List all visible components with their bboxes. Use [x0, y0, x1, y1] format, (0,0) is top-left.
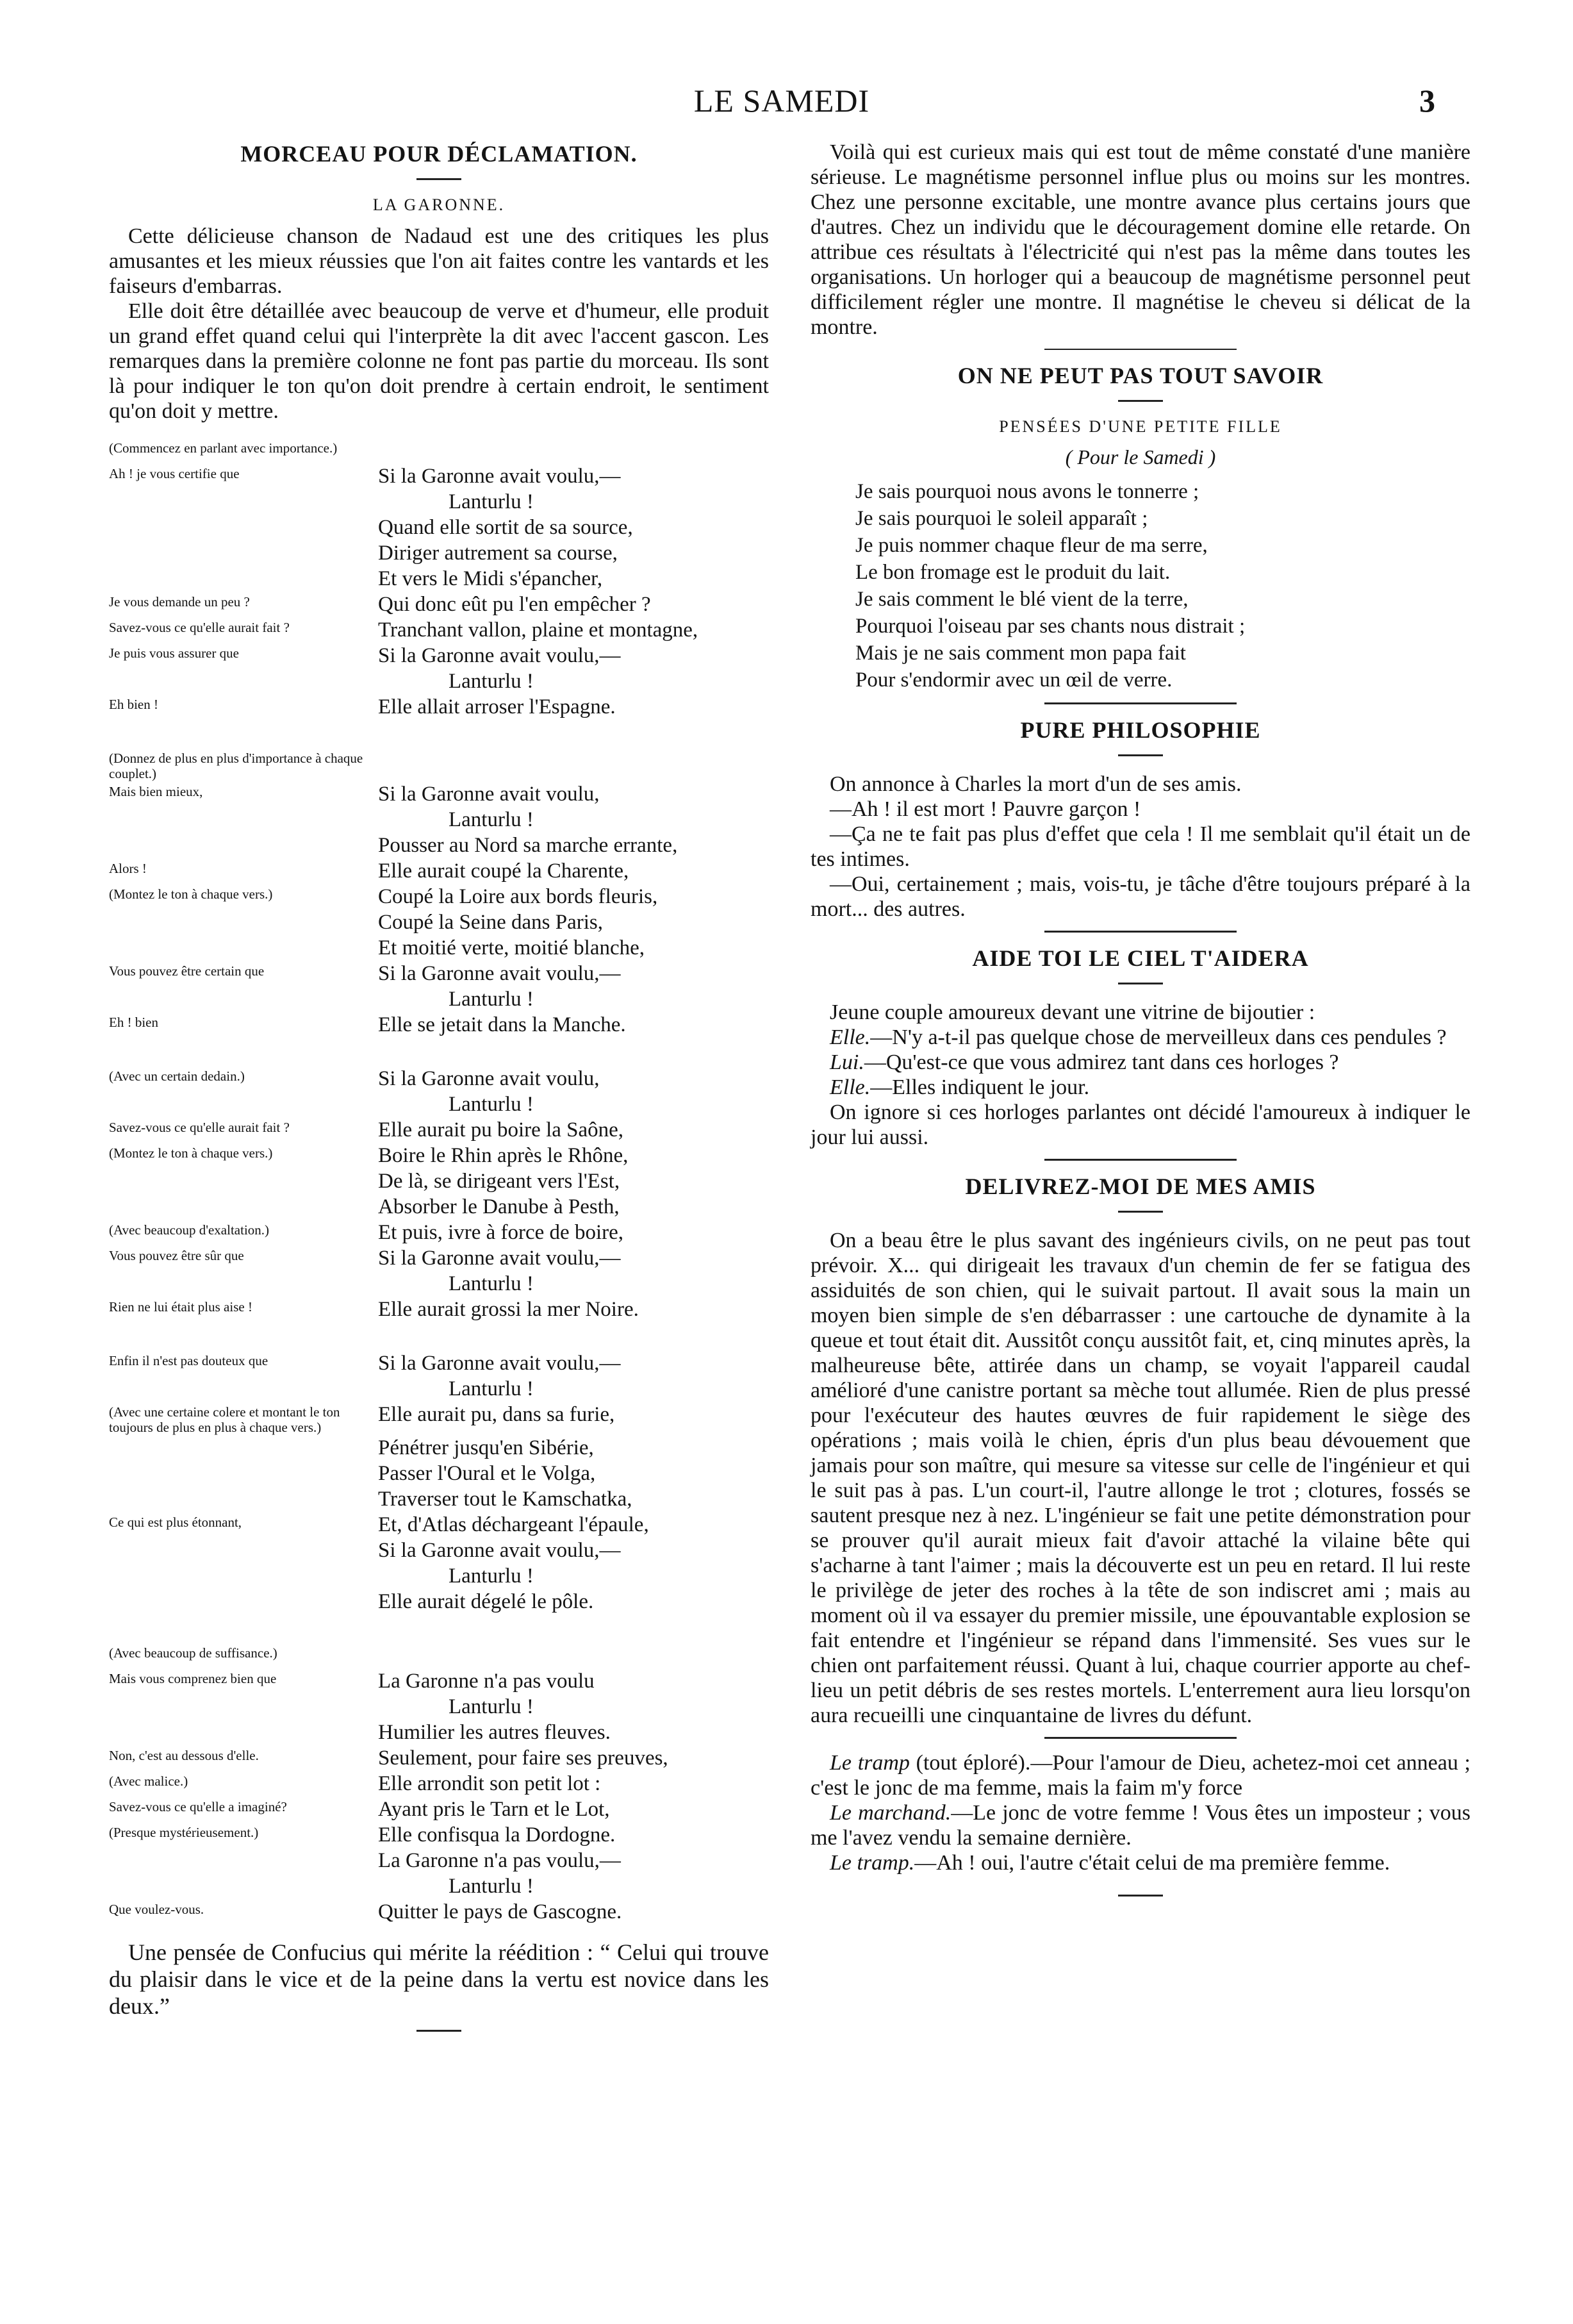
- verse-text: De là, se dirigeant vers l'Est,: [378, 1170, 620, 1193]
- verse-text: Tranchant vallon, plaine et montagne,: [378, 618, 698, 642]
- verse-text: Si la Garonne avait voulu,: [378, 783, 600, 806]
- stage-direction: [109, 1538, 378, 1563]
- verse-text: Lanturlu !: [449, 1272, 534, 1295]
- poem-line: [109, 1589, 769, 1614]
- poem-line: [109, 617, 769, 643]
- stage-direction: (Avec un certain dedain.): [109, 1068, 245, 1084]
- verse-text: Lanturlu !: [449, 490, 534, 513]
- stage-direction: (Presque mystérieusement.): [109, 1825, 259, 1840]
- verse-text: Et vers le Midi s'épancher,: [378, 567, 603, 590]
- stage-direction: Je vous demande un peu ?: [109, 594, 250, 610]
- stage-direction: [109, 1873, 378, 1899]
- poem-line: [109, 668, 769, 694]
- right-column: [811, 140, 1470, 1912]
- left-column: [109, 140, 769, 2047]
- divider: [1118, 1211, 1163, 1213]
- speaker: Le tramp: [830, 1751, 910, 1775]
- stage-direction: [109, 986, 378, 1012]
- dialogue-line: [811, 1800, 1470, 1850]
- verse-text: Quitter le pays de Gascogne.: [378, 1900, 622, 1923]
- section-byline: ( Pour le Samedi ): [1065, 445, 1216, 469]
- verse-text: Lanturlu !: [449, 670, 534, 693]
- verse-text: Pousser au Nord sa marche errante,: [378, 834, 678, 857]
- verse-text: Elle arrondit son petit lot :: [378, 1772, 601, 1795]
- stage-direction: [109, 489, 378, 515]
- verse-line: Pour s'endormir avec un œil de verre.: [855, 668, 1173, 692]
- watch-paragraph: Voilà qui est curieux mais qui est tout de même constaté d'une manière sérieuse. Le magnétisme personnel influe plus ou moins sur les montres. Chez une personne excitable, une montre avance plus certains jours que d'autres. Chez un individu que le découragement domine elle retarde. On attribue ces résultats à l'électricité qui n'est pas la même dans toutes les organisations. Un horloger qui a beaucoup de magnétisme personnel peut difficilement régler une montre. Il magnétise le cheveu si délicat de la montre.: [811, 140, 1470, 339]
- stage-direction: (Avec malice.): [109, 1773, 188, 1789]
- divider: [416, 178, 461, 180]
- poem-line: [109, 489, 769, 515]
- stage-direction: [109, 935, 378, 961]
- stage-direction: Savez-vous ce qu'elle aurait fait ?: [109, 1120, 290, 1135]
- verse-text: Elle aurait pu, dans sa furie,: [378, 1403, 615, 1426]
- stage-direction: [109, 1694, 378, 1720]
- stage-direction: Vous pouvez être certain que: [109, 963, 265, 979]
- dialogue-text: —Elles indiquent le jour.: [870, 1075, 1090, 1099]
- speaker: Elle.: [830, 1075, 871, 1099]
- divider: [1118, 983, 1163, 984]
- poem: [109, 438, 769, 1925]
- dialogue-line: [811, 1850, 1470, 1875]
- poem-line: [109, 1297, 769, 1322]
- verse-text: Si la Garonne avait voulu,—: [378, 465, 621, 488]
- verse-text: La Garonne n'a pas voulu: [378, 1670, 595, 1693]
- running-title: LE SAMEDI: [693, 83, 870, 119]
- stage-direction: [109, 1271, 378, 1297]
- divider: [1118, 754, 1163, 756]
- stage-direction: Eh bien !: [109, 697, 158, 712]
- stage-direction: Enfin il n'est pas douteux que: [109, 1353, 268, 1368]
- stage-direction: [109, 1589, 378, 1614]
- poem-line: [109, 1168, 769, 1194]
- verse-text: Ayant pris le Tarn et le Lot,: [378, 1798, 610, 1821]
- section-title: DELIVREZ-MOI DE MES AMIS: [965, 1174, 1316, 1199]
- dialogue-text: —Ah ! oui, l'autre c'était celui de ma première femme.: [914, 1851, 1390, 1875]
- page-header: [0, 0, 1573, 122]
- verse-text: Elle se jetait dans la Manche.: [378, 1013, 626, 1036]
- poem-line: [109, 781, 769, 807]
- verse-text: Diriger autrement sa course,: [378, 542, 618, 565]
- poem-line: [109, 1873, 769, 1899]
- poem-line: [109, 1117, 769, 1143]
- paragraph: —Oui, certainement ; mais, vois-tu, je tâche d'être toujours préparé à la mort... des autres.: [811, 872, 1470, 921]
- verse-text: Traverser tout le Kamschatka,: [378, 1488, 632, 1511]
- poem-line: [109, 1435, 769, 1461]
- stage-direction: [109, 566, 378, 592]
- divider: [1044, 1737, 1237, 1739]
- divider: [1118, 400, 1163, 402]
- poem-line: [109, 643, 769, 668]
- verse-text: La Garonne n'a pas voulu,—: [378, 1849, 621, 1872]
- left-subtitle: LA GARONNE.: [372, 195, 506, 214]
- stage-direction: [109, 833, 378, 858]
- stage-direction: [109, 1091, 378, 1117]
- stage-direction: Rien ne lui était plus aise !: [109, 1299, 252, 1315]
- stage-direction: [109, 1461, 378, 1486]
- verse-text: Elle aurait coupé la Charente,: [378, 859, 629, 883]
- stage-direction: [109, 1563, 378, 1589]
- verse-text: Elle allait arroser l'Espagne.: [378, 695, 616, 718]
- poem-line: [109, 1643, 769, 1668]
- page-number: 3: [1419, 83, 1435, 119]
- verse-text: Lanturlu !: [449, 1695, 534, 1718]
- verse-text: Passer l'Oural et le Volga,: [378, 1462, 596, 1485]
- stage-direction: Non, c'est au dessous d'elle.: [109, 1748, 259, 1763]
- dialogue-text: —N'y a-t-il pas quelque chose de merveilleux dans ces pendules ?: [870, 1025, 1447, 1049]
- verse-line: Mais je ne sais comment mon papa fait: [855, 642, 1186, 665]
- verse: [811, 478, 1470, 693]
- verse-text: Lanturlu !: [449, 808, 534, 831]
- poem-line: [109, 1822, 769, 1848]
- stage-direction: (Montez le ton à chaque vers.): [109, 886, 273, 902]
- dialogue-text: —Le jonc de votre femme ! Vous êtes un imposteur ; vous me l'avez vendu la semaine dernière.: [811, 1801, 1470, 1850]
- stage-direction: Vous pouvez être sûr que: [109, 1248, 244, 1263]
- stage-direction: [109, 515, 378, 540]
- stage-direction: Savez-vous ce qu'elle a imaginé?: [109, 1799, 287, 1814]
- poem-line: [109, 1402, 769, 1435]
- stage-direction: [109, 668, 378, 694]
- verse-text: Si la Garonne avait voulu,—: [378, 1352, 621, 1375]
- stage-direction: Mais vous comprenez bien que: [109, 1671, 277, 1686]
- section-subtitle: PENSÉES D'UNE PETITE FILLE: [999, 417, 1282, 436]
- poem-line: [109, 1720, 769, 1745]
- intro-paragraph: Cette délicieuse chanson de Nadaud est une des critiques les plus amusantes et les mieux réussies que l'on ait faites contre les vantards et les faiseurs d'embarras.: [109, 224, 769, 298]
- verse-text: Elle aurait pu boire la Saône,: [378, 1118, 624, 1141]
- poem-line: [109, 1797, 769, 1822]
- stage-direction: [109, 909, 378, 935]
- verse-text: Qui donc eût pu l'en empêcher ?: [378, 593, 651, 616]
- verse-text: Lanturlu !: [449, 1875, 534, 1898]
- verse-text: Elle confisqua la Dordogne.: [378, 1823, 616, 1847]
- stage-direction: Je puis vous assurer que: [109, 645, 239, 661]
- verse-text: Lanturlu !: [449, 1377, 534, 1400]
- confucius-quote: Une pensée de Confucius qui mérite la réédition : “ Celui qui trouve du plaisir dans le vice et de la peine dans la vertu est novice dans les deux.”: [109, 1939, 769, 2019]
- stage-direction: [109, 1848, 378, 1873]
- poem-line: [109, 748, 769, 781]
- stage-direction: Alors !: [109, 861, 147, 876]
- verse-text: Si la Garonne avait voulu,—: [378, 644, 621, 667]
- poem-line: [109, 1899, 769, 1925]
- divider: [1044, 1159, 1237, 1161]
- poem-line: [109, 858, 769, 884]
- poem-line: [109, 540, 769, 566]
- poem-line: [109, 1012, 769, 1038]
- verse-text: Lanturlu !: [449, 1565, 534, 1588]
- stage-direction: (Montez le ton à chaque vers.): [109, 1145, 273, 1161]
- speaker: Le marchand.: [830, 1801, 951, 1825]
- poem-line: [109, 935, 769, 961]
- stage-direction: (Avec beaucoup d'exaltation.): [109, 1222, 270, 1238]
- poem-line: [109, 1143, 769, 1168]
- verse-text: Et puis, ivre à force de boire,: [378, 1221, 624, 1244]
- stage-direction: [109, 1435, 378, 1461]
- poem-line: [109, 1486, 769, 1512]
- poem-line: [109, 1668, 769, 1694]
- poem-line: [109, 1245, 769, 1271]
- dialogue-text: (tout éploré).—Pour l'amour de Dieu, achetez-moi cet anneau ; c'est le jonc de ma femme, mais la faim m'y force: [811, 1751, 1471, 1800]
- verse-line: Je sais pourquoi le soleil apparaît ;: [855, 507, 1148, 530]
- verse-text: Elle aurait dégelé le pôle.: [378, 1590, 594, 1613]
- verse-line: Le bon fromage est le produit du lait.: [855, 561, 1171, 584]
- poem-line: [109, 592, 769, 617]
- poem-line: [109, 884, 769, 909]
- stage-direction: (Commencez en parlant avec importance.): [109, 440, 338, 456]
- poem-line: [109, 1194, 769, 1220]
- verse-text: Et moitié verte, moitié blanche,: [378, 936, 645, 959]
- verse-text: Lanturlu !: [449, 1093, 534, 1116]
- speaker: Le tramp.: [830, 1851, 915, 1875]
- poem-line: [109, 961, 769, 986]
- speaker: Lui.: [830, 1050, 864, 1074]
- left-title: MORCEAU POUR DÉCLAMATION.: [240, 141, 638, 167]
- stage-direction: [109, 1376, 378, 1402]
- poem-line: [109, 1745, 769, 1771]
- verse-text: Si la Garonne avait voulu,—: [378, 962, 621, 985]
- intro-paragraph: Elle doit être détaillée avec beaucoup de verve et d'humeur, elle produit un grand effet quand celui qui l'interprète la dit avec l'accent gascon. Les remarques dans la première colonne ne font pas partie du morceau. Ils sont là pour indiquer le ton qu'on doit prendre à certain endroit, le sentiment qu'on doit y mettre.: [109, 299, 769, 423]
- verse-text: Coupé la Loire aux bords fleuris,: [378, 885, 658, 908]
- stage-direction: Savez-vous ce qu'elle aurait fait ?: [109, 620, 290, 635]
- divider: [1044, 702, 1237, 704]
- poem-line: [109, 438, 769, 463]
- stage-direction: (Donnez de plus en plus d'importance à chaque couplet.): [109, 751, 363, 781]
- poem-line: [109, 1271, 769, 1297]
- verse-text: Quand elle sortit de sa source,: [378, 516, 633, 539]
- dialogue-line: [811, 1050, 1470, 1075]
- poem-line: [109, 807, 769, 833]
- stage-direction: [109, 1168, 378, 1194]
- poem-line: [109, 986, 769, 1012]
- paragraph: —Ça ne te fait pas plus d'effet que cela ! Il me semblait qu'il était un de tes intimes.: [811, 822, 1470, 871]
- dialogue-line: [811, 1025, 1470, 1050]
- divider: [416, 2030, 461, 2032]
- divider: [1118, 1895, 1163, 1897]
- verse-line: Je sais comment le blé vient de la terre,: [855, 588, 1189, 611]
- paragraph: —Ah ! il est mort ! Pauvre garçon !: [830, 797, 1141, 821]
- poem-line: [109, 1220, 769, 1245]
- section-title: ON NE PEUT PAS TOUT SAVOIR: [957, 363, 1324, 388]
- poem-line: [109, 1091, 769, 1117]
- stage-direction: Eh ! bien: [109, 1015, 158, 1030]
- verse-text: Elle aurait grossi la mer Noire.: [378, 1298, 639, 1321]
- paragraph: On ignore si ces horloges parlantes ont décidé l'amoureux à indiquer le jour lui aussi.: [811, 1100, 1470, 1149]
- stage-direction: [109, 1720, 378, 1745]
- poem-line: [109, 909, 769, 935]
- verse-text: Si la Garonne avait voulu,—: [378, 1539, 621, 1562]
- stage-direction: [109, 1486, 378, 1512]
- stage-direction: [109, 1194, 378, 1220]
- stage-direction: Que voulez-vous.: [109, 1902, 204, 1917]
- poem-line: [109, 694, 769, 720]
- divider: [1044, 931, 1237, 933]
- poem-line: [109, 1066, 769, 1091]
- poem-line: [109, 1694, 769, 1720]
- verse-text: Pénétrer jusqu'en Sibérie,: [378, 1436, 594, 1459]
- poem-line: [109, 463, 769, 489]
- verse-text: Boire le Rhin après le Rhône,: [378, 1144, 629, 1167]
- verse-text: Absorber le Danube à Pesth,: [378, 1195, 620, 1218]
- verse-text: Humilier les autres fleuves.: [378, 1721, 611, 1744]
- stage-direction: Mais bien mieux,: [109, 784, 203, 799]
- section-title: PURE PHILOSOPHIE: [1020, 717, 1261, 743]
- poem-line: [109, 1376, 769, 1402]
- poem-line: [109, 566, 769, 592]
- dialogue-line: [811, 1075, 1470, 1100]
- verse-text: Seulement, pour faire ses preuves,: [378, 1747, 668, 1770]
- poem-line: [109, 1461, 769, 1486]
- stage-direction: [109, 807, 378, 833]
- verse-line: Je puis nommer chaque fleur de ma serre,: [855, 534, 1208, 557]
- paragraph: On annonce à Charles la mort d'un de ses amis.: [830, 772, 1242, 796]
- poem-line: [109, 833, 769, 858]
- poem-line: [109, 1848, 769, 1873]
- stage-direction: (Avec une certaine colere et montant le ton toujours de plus en plus à chaque vers.): [109, 1404, 340, 1435]
- verse-line: Je sais pourquoi nous avons le tonnerre ;: [855, 480, 1199, 503]
- stage-direction: [109, 540, 378, 566]
- section-title: AIDE TOI LE CIEL T'AIDERA: [972, 945, 1309, 971]
- divider: [1044, 349, 1237, 350]
- poem-line: [109, 1512, 769, 1538]
- poem-line: [109, 515, 769, 540]
- verse-text: Et, d'Atlas déchargeant l'épaule,: [378, 1513, 649, 1536]
- stage-direction: Ce qui est plus étonnant,: [109, 1515, 242, 1530]
- stage-direction: Ah ! je vous certifie que: [109, 466, 240, 481]
- verse-text: Lanturlu !: [449, 988, 534, 1011]
- anecdote-paragraph: On a beau être le plus savant des ingénieurs civils, on ne peut pas tout prévoir. X... qui dirigeait les travaux d'un chemin de fer se fatigua des assiduités de son chien, qui le suivait partout. Il avait sous la main un moyen bien simple de s'en débarrasser : une cartouche de dynamite à la queue et tout était dit. Aussitôt conçu aussitôt fait, et, cinq minutes après, la malheureuse bête, attirée dans un champ, se voyait l'appareil caudal amélioré d'une canistre portant sa mèche tout allumée. Rien de plus pressé pour l'exécuteur des hautes œuvres de fuir rapidement le siège des opérations ; mais voilà le chien, épris d'un plus beau dévouement que jamais pour son maître, qui mesure sa vitesse sur celle de l'ingénieur et qui le suit pas à pas. L'un court-il, l'autre allonge le trot ; clotures, fossés se sautent presque nez à nez. L'ingénieur se fait une petite démonstration pour se prouver qu'il aurait mieux fait d'avoir attaché la vilaine bête qui s'acharne à tant l'aimer ; mais la découverte est un peu en retard. Il lui reste le privilège de jeter des roches à la tête de son indiscret ami ; mais au moment où il va essayer du premier missile, une épouvantable explosion se fait entendre et l'ingénieur se répand dans l'immensité. Ses vues sur le chien ont parfaitement réussi. Quant à lui, chaque courrier apporte au chef-lieu un petit débris de ses restes mortels. L'enterrement aura lieu lorsqu'on aura recueilli une cinquantaine de livres du défunt.: [811, 1229, 1470, 1727]
- poem-line: [109, 1563, 769, 1589]
- speaker: Elle.: [830, 1025, 871, 1049]
- verse-line: Pourquoi l'oiseau par ses chants nous distrait ;: [855, 615, 1246, 638]
- dialogue-line: [811, 1750, 1470, 1800]
- poem-line: [109, 1538, 769, 1563]
- dialogue-text: —Qu'est-ce que vous admirez tant dans ces horloges ?: [864, 1050, 1339, 1074]
- verse-text: Si la Garonne avait voulu,: [378, 1067, 600, 1090]
- verse-text: Coupé la Seine dans Paris,: [378, 911, 604, 934]
- poem-line: [109, 1771, 769, 1797]
- paragraph: Jeune couple amoureux devant une vitrine de bijoutier :: [830, 1000, 1315, 1024]
- poem-line: [109, 1350, 769, 1376]
- stage-direction: (Avec beaucoup de suffisance.): [109, 1645, 277, 1661]
- verse-text: Si la Garonne avait voulu,—: [378, 1247, 621, 1270]
